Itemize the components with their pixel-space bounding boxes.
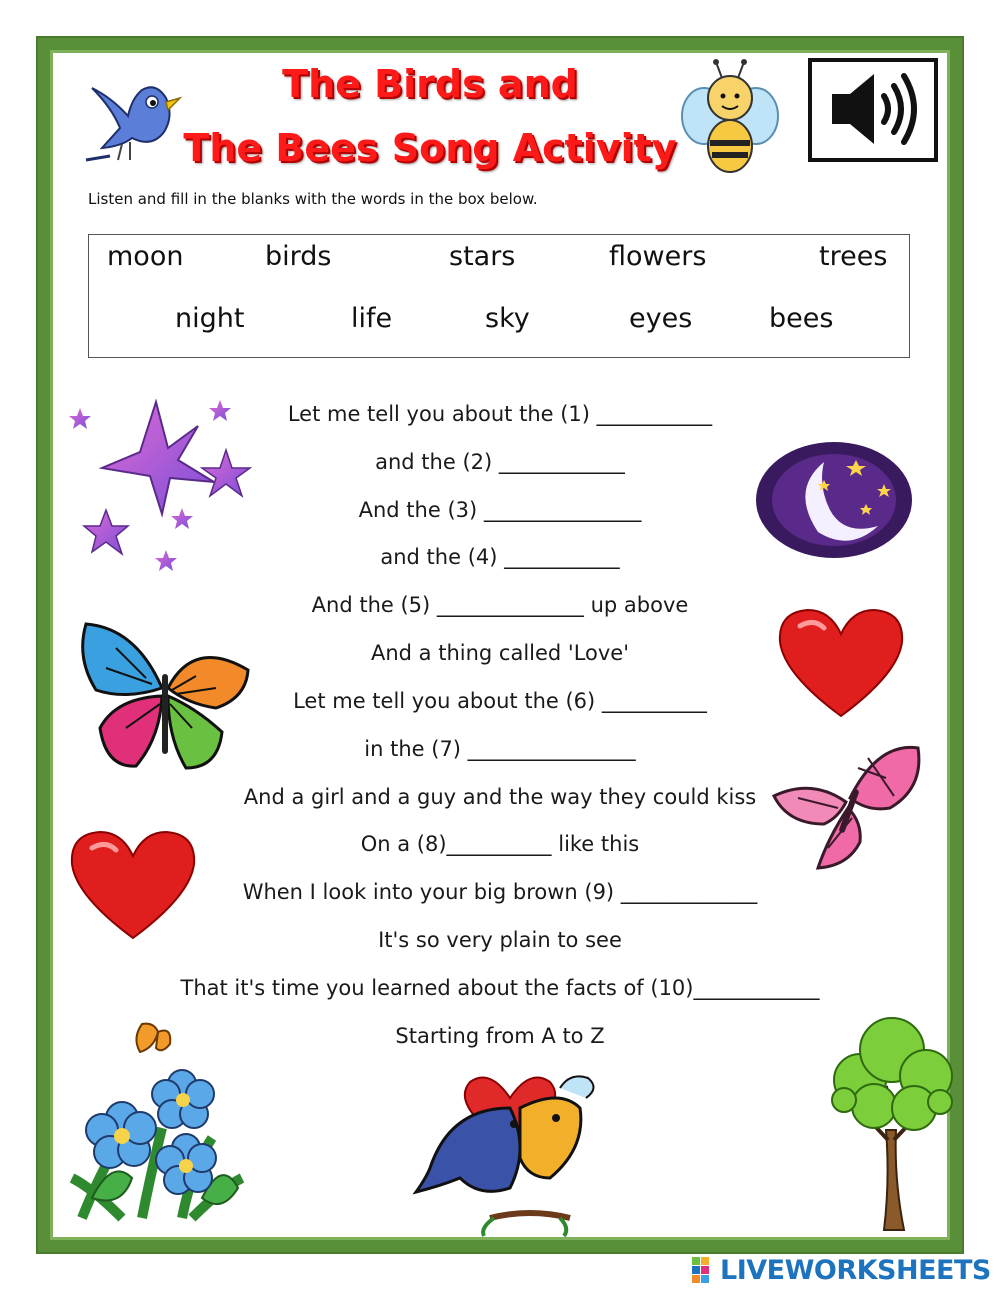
lyric-line: And the (5) ______________ up above (311, 593, 689, 617)
word-bank-item: sky (485, 303, 530, 334)
word-bank-item: life (351, 303, 393, 334)
speaker-icon (812, 62, 934, 158)
word-bank-item: night (175, 303, 245, 334)
word-bank (88, 234, 910, 358)
butterfly-icon (76, 618, 254, 772)
lyric-line: and the (2) ____________ (375, 450, 625, 474)
flowers-icon (62, 1018, 252, 1234)
lyric-line: It's so very plain to see (378, 928, 622, 952)
lyric-line: When I look into your big brown (9) _____________ (242, 880, 758, 904)
word-bank-item: trees (819, 241, 888, 272)
tree-icon (830, 1010, 954, 1236)
audio-play-button[interactable] (808, 58, 938, 162)
stars-icon (66, 396, 256, 576)
title-line-1: The Birds and (282, 62, 578, 106)
brand-logo[interactable] (690, 1254, 991, 1286)
lyric-line: And a girl and a guy and the way they could kiss (243, 785, 757, 809)
lyric-line: Let me tell you about the (6) __________ (293, 689, 707, 713)
word-bank-item: moon (107, 241, 184, 272)
lyric-line: and the (4) ___________ (380, 545, 620, 569)
lyric-line: Starting from A to Z (395, 1024, 605, 1048)
word-bank-item: stars (449, 241, 516, 272)
word-bank-item: eyes (629, 303, 693, 334)
heart-icon (774, 604, 908, 722)
lyric-line: That it's time you learned about the facts of (10)____________ (180, 976, 820, 1000)
lyric-line: And a thing called 'Love' (371, 641, 629, 665)
lyric-line: And the (3) _______________ (358, 498, 642, 522)
lyric-line: in the (7) ________________ (364, 737, 636, 761)
instructions: Listen and fill in the blanks with the words in the box below. (88, 190, 538, 208)
word-bank-item: flowers (609, 241, 707, 272)
title-line-2: The Bees Song Activity (183, 126, 677, 170)
moon-icon (754, 440, 914, 560)
word-bank-item: birds (265, 241, 332, 272)
lovebirds-icon (410, 1068, 610, 1238)
liveworksheets-logo-icon (690, 1255, 720, 1285)
brand-name: LIVEWORKSHEETS (720, 1254, 991, 1286)
butterfly-icon (768, 738, 926, 874)
word-bank-item: bees (769, 303, 834, 334)
bee-icon (680, 56, 780, 176)
lyric-line: Let me tell you about the (1) ___________ (287, 402, 713, 426)
lyric-line: On a (8)__________ like this (360, 832, 640, 856)
heart-icon (66, 826, 200, 944)
